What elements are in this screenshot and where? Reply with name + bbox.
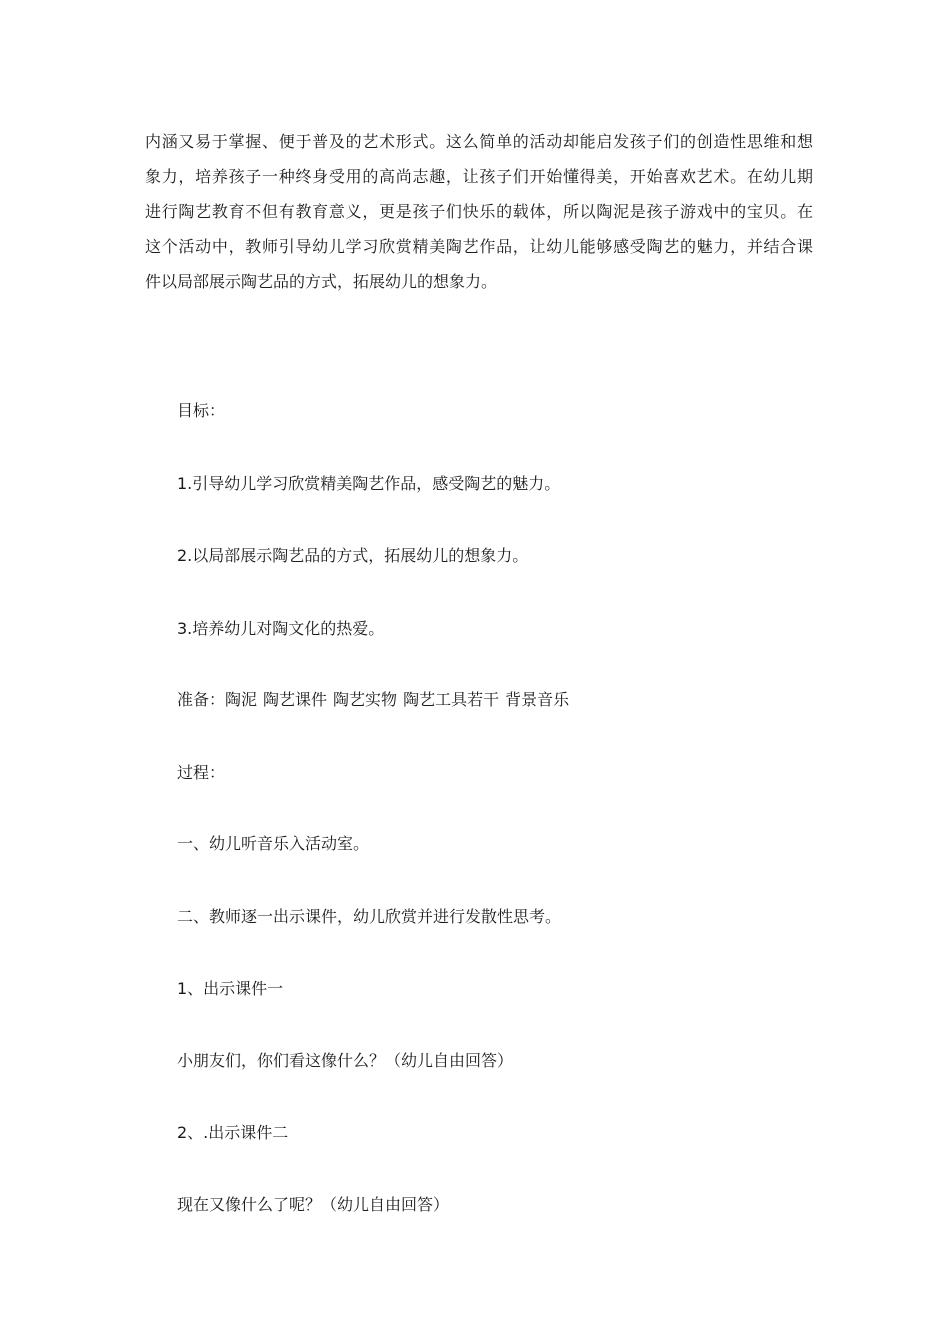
intro-line: 象力，培养孩子一种终身受用的高尚志趣，让孩子们开始懂得美，开始喜欢艺术。在幼儿期 <box>145 167 813 186</box>
question-line: 小朋友们，你们看这像什么？（幼儿自由回答） <box>177 1051 514 1070</box>
preparation-item: 陶艺工具若干 <box>403 690 500 709</box>
courseware-item: 1、出示课件一 <box>177 979 284 998</box>
intro-paragraph <box>145 124 813 299</box>
process-step: 二、教师逐一出示课件，幼儿欣赏并进行发散性思考。 <box>177 907 562 926</box>
intro-line: 这个活动中，教师引导幼儿学习欣赏精美陶艺作品，让幼儿能够感受陶艺的魅力，并结合课 <box>145 237 813 256</box>
question-line: 现在又像什么了呢？（幼儿自由回答） <box>177 1195 450 1214</box>
courseware-item: 2、.出示课件二 <box>177 1123 289 1142</box>
process-heading: 过程： <box>177 763 226 782</box>
goal-item: 3.培养幼儿对陶文化的热爱。 <box>177 619 385 638</box>
process-step: 一、幼儿听音乐入活动室。 <box>177 834 370 853</box>
preparation-item: 陶泥 <box>225 690 258 709</box>
preparation-label: 准备： <box>177 690 226 709</box>
intro-line: 件以局部展示陶艺品的方式，拓展幼儿的想象力。 <box>145 272 498 291</box>
preparation-item: 背景音乐 <box>505 690 570 709</box>
preparation-item: 陶艺实物 <box>333 690 398 709</box>
preparation-line <box>177 689 569 711</box>
intro-line: 内涵又易于掌握、便于普及的艺术形式。这么简单的活动却能启发孩子们的创造性思维和想 <box>145 132 813 151</box>
goal-item: 2.以局部展示陶艺品的方式，拓展幼儿的想象力。 <box>177 546 529 565</box>
goal-item: 1.引导幼儿学习欣赏精美陶艺作品，感受陶艺的魅力。 <box>177 474 561 493</box>
preparation-item: 陶艺课件 <box>263 690 328 709</box>
goals-heading: 目标： <box>177 401 226 420</box>
intro-line: 进行陶艺教育不但有教育意义，更是孩子们快乐的载体，所以陶泥是孩子游戏中的宝贝。在 <box>145 202 813 221</box>
